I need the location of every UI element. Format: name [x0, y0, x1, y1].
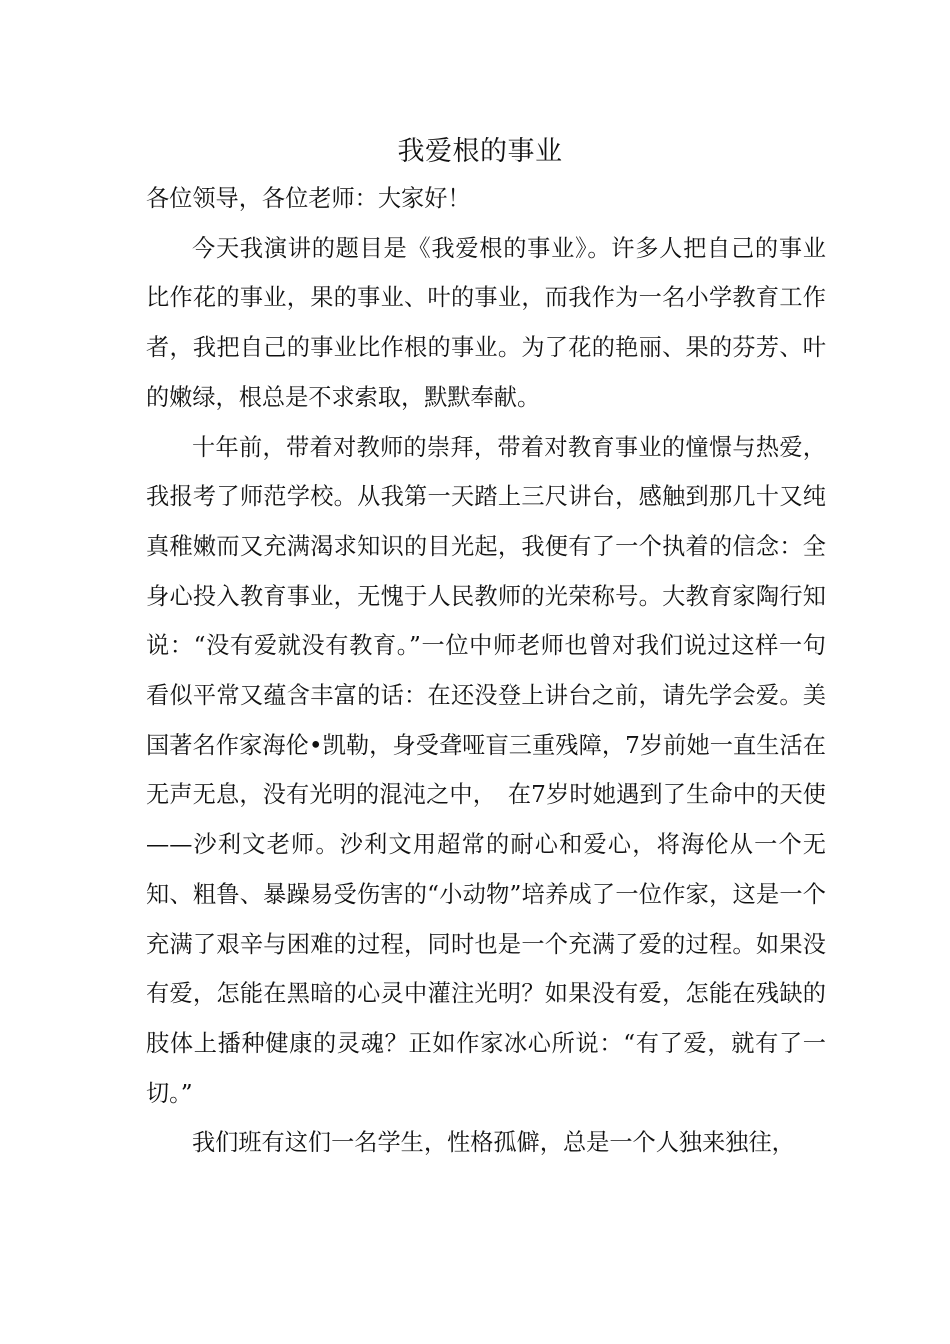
- document-title: 我爱根的事业: [397, 136, 563, 167]
- greeting-line: 各位领导，各位老师：大家好！: [146, 185, 471, 212]
- paragraph-1: 今天我演讲的题目是《我爱根的事业》。许多人把自己的事业比作花的事业，果的事业、叶的事业，而我作为一名小学教育工作者，我把自己的事业比作根的事业。为了花的艳丽、果的芬芳、叶的嫩绿，根总是不求索取，默默奉献。: [146, 234, 826, 411]
- document-body: [146, 174, 826, 1168]
- paragraph-2: 十年前，带着对教师的崇拜，带着对教育事业的憧憬与热爱，我报考了师范学校。从我第一天踏上三尺讲台，感触到那几十又纯真稚嫩而又充满渴求知识的目光起，我便有了一个执着的信念：全身心投入教育事业，无愧于人民教师的光荣称号。大教育家陶行知说：“没有爱就没有教育。”一位中师老师也曾对我们说过这样一句看似平常又蕴含丰富的话：在还没登上讲台之前，请先学会爱。美国著名作家海伦•凯勒，身受聋哑盲三重残障，7岁前她一直生活在无声无息，没有光明的混沌之中， 在7岁时她遇到了生命中的天使——沙利文老师。沙利文用超常的耐心和爱心，将海伦从一个无知、粗鲁、暴躁易受伤害的“小动物”培养成了一位作家，这是一个充满了艰辛与困难的过程，同时也是一个充满了爱的过程。如果没有爱，怎能在黑暗的心灵中灌注光明？如果没有爱，怎能在残缺的肢体上播种健康的灵魂？正如作家冰心所说：“有了爱，就有了一切。”: [146, 433, 826, 1107]
- paragraph-3: 我们班有这们一名学生，性格孤僻，总是一个人独来独往，: [192, 1129, 795, 1157]
